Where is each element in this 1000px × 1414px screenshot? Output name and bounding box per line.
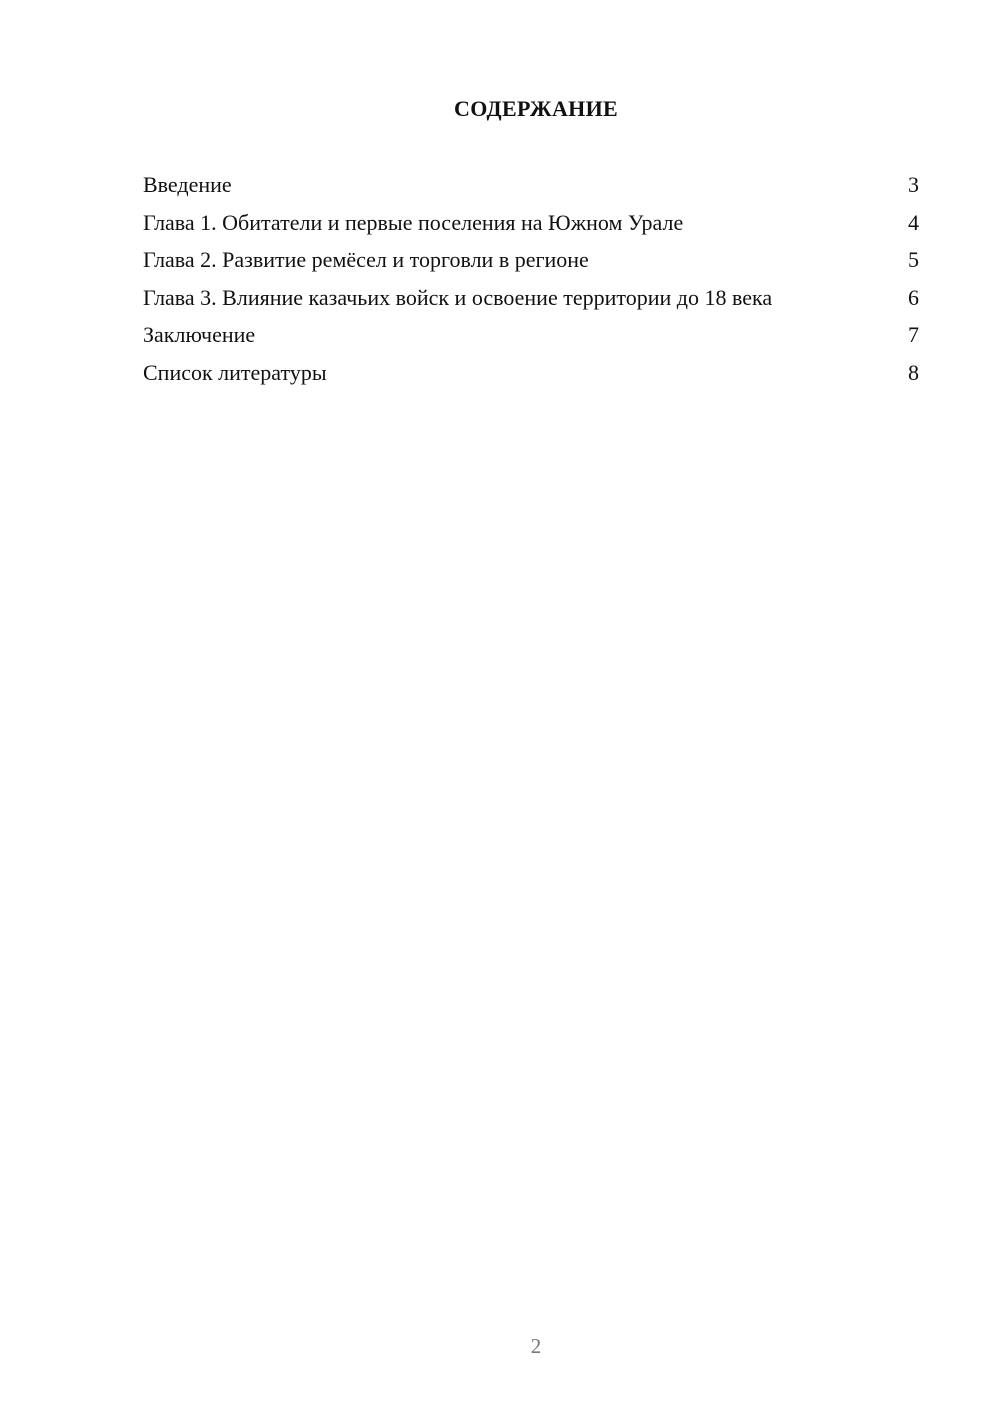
toc-entry-page: 6 — [908, 284, 919, 310]
toc-entry-title: Глава 1. Обитатели и первые поселения на Южном Урале — [143, 209, 684, 235]
toc-entry-bibliography[interactable] — [143, 360, 919, 386]
toc-entry-title: Заключение — [143, 322, 256, 347]
toc-entry-chapter-3[interactable] — [143, 285, 919, 311]
toc-entry-chapter-2[interactable] — [143, 247, 919, 273]
toc-entry-page: 8 — [908, 359, 919, 385]
toc-entry-title: Глава 3. Влияние казачьих войск и освоение территории до 18 века — [143, 284, 773, 310]
toc-entry-page: 3 — [908, 172, 919, 197]
toc-entry-page: 7 — [908, 322, 919, 347]
toc-entry-introduction[interactable] — [143, 172, 919, 198]
toc-entry-title: Введение — [143, 172, 232, 197]
toc-entry-conclusion[interactable] — [143, 322, 919, 348]
toc-entry-chapter-1[interactable] — [143, 210, 919, 236]
table-of-contents — [143, 172, 919, 397]
toc-heading: СОДЕРЖАНИЕ — [454, 96, 618, 121]
toc-entry-title: Глава 2. Развитие ремёсел и торговли в регионе — [143, 247, 589, 272]
toc-entry-title: Список литературы — [143, 359, 327, 385]
page-number: 2 — [530, 1334, 542, 1358]
toc-entry-page: 5 — [908, 247, 919, 272]
toc-entry-page: 4 — [908, 209, 919, 235]
